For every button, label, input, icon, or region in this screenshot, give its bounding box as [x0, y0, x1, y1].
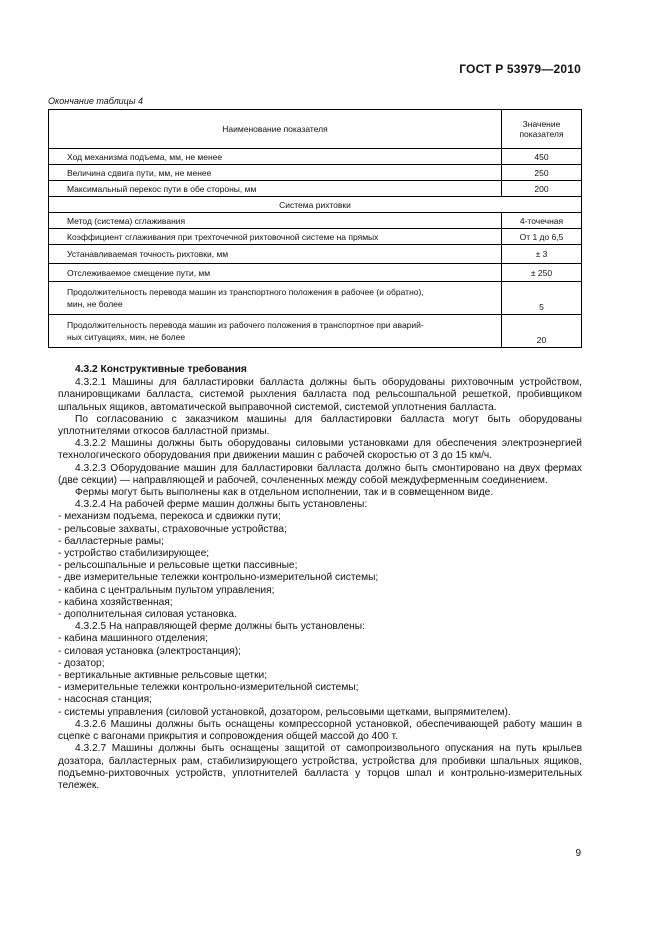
standard-header: ГОСТ Р 53979—2010	[459, 62, 581, 76]
table-section-row	[49, 197, 582, 213]
list-item: - кабина хозяйственная;	[58, 596, 173, 608]
table-row	[49, 213, 582, 229]
row-name: Максимальный перекос пути в обе стороны, мм	[49, 181, 502, 197]
row-value: От 1 до 6,5	[502, 229, 582, 245]
row-value: 20	[502, 315, 582, 348]
list-item: - кабина машинного отделения;	[58, 633, 208, 645]
table-row	[49, 165, 582, 181]
row-name	[49, 282, 502, 315]
table-row	[49, 282, 582, 315]
parameters-table	[48, 109, 582, 348]
row-name: Коэффициент сглаживания при трехточечной рихтовочной системе на прямых	[49, 229, 502, 245]
row-value: 200	[502, 181, 582, 197]
col-header-value-line1: Значение	[522, 119, 561, 129]
list-item: - измерительные тележки контрольно-измерительной системы;	[58, 682, 359, 694]
table-header-row	[49, 110, 582, 149]
section-heading: 4.3.2 Конструктивные требования	[75, 364, 247, 375]
list-item: - кабина с центральным пультом управления;	[58, 584, 275, 596]
list-item: - системы управления (силовой установкой, дозатором, рельсовыми щетками, выпрямителем).	[58, 706, 511, 718]
row-value: ± 3	[502, 245, 582, 264]
list-item: - две измерительные тележки контрольно-измерительной системы;	[58, 572, 379, 584]
paragraph: 4.3.2.2 Машины должны быть оборудованы силовыми установками для обеспечения электроэнергией технологического оборудования при движении машин с рабочей скоростью от 3 до 15 км/ч.	[58, 438, 582, 462]
row-name: Ход механизма подъема, мм, не менее	[49, 149, 502, 165]
paragraph: 4.3.2.1 Машины для балластировки балласта должны быть оборудованы рихтовочным устройством, планировщиками балласта, системой рыхления балласта под рельсошпальной решеткой, пробивщиком шпальных ящиков, автоматической выправочной системой, системой уплотнения балласта.	[58, 377, 582, 413]
row-value: 450	[502, 149, 582, 165]
row-name-line2: ных ситуациях, мин, не более	[67, 332, 186, 342]
row-value: 4-точечная	[502, 213, 582, 229]
col-header-name: Наименование показателя	[49, 110, 502, 149]
table-row	[49, 181, 582, 197]
col-header-value-line2: показателя	[519, 129, 564, 139]
row-value: ± 250	[502, 264, 582, 282]
paragraph: По согласованию с заказчиком машины для балластировки балласта могут быть оборудованы уплотнителями откосов балластной призмы.	[58, 413, 582, 438]
row-name-line1: Продолжительность перевода машин из рабочего положения в транспортное при аварий-	[67, 320, 424, 330]
list-item: - силовая установка (электростанция);	[58, 645, 241, 657]
list-item: - рельсошпальные и рельсовые щетки пассивные;	[58, 560, 298, 572]
table-row	[49, 315, 582, 348]
row-name-line2: мин, не более	[67, 299, 123, 309]
table-caption: Окончание таблицы 4	[48, 96, 143, 106]
list-item: - механизм подъема, перекоса и сдвижки пути;	[58, 511, 281, 523]
list-item: - вертикальные активные рельсовые щетки;	[58, 670, 268, 682]
page-number: 9	[575, 848, 581, 859]
section-title: Система рихтовки	[49, 197, 582, 213]
paragraph: 4.3.2.5 На направляющей ферме должны быть установлены:	[75, 621, 365, 633]
row-name: Отслеживаемое смещение пути, мм	[49, 264, 502, 282]
row-name	[49, 315, 502, 348]
document-body	[58, 364, 582, 792]
col-header-value	[502, 110, 582, 149]
paragraph: 4.3.2.3 Оборудование машин для балластировки балласта должно быть смонтировано на двух фермах (две секции) — направляющей и рабочей, сочлененных между собой междуферменным соединением.	[58, 462, 582, 486]
paragraph: 4.3.2.7 Машины должны быть оснащены защитой от самопроизвольного опускания на путь крыльев дозатора, балластерных рам, стабилизирующего устройства, устройства для пробивки шпальных ящиков, подъемно-рихтовочных устройств, уплотнителей балласта у торцов шпал и контрольно-измерительных тележек.	[58, 743, 582, 791]
list-item: - рельсовые захваты, страховочные устройства;	[58, 523, 287, 535]
row-name: Устанавливаемая точность рихтовки, мм	[49, 245, 502, 264]
table-row	[49, 245, 582, 264]
table-row	[49, 229, 582, 245]
list-item: - балластерные рамы;	[58, 535, 164, 547]
row-name: Метод (система) сглаживания	[49, 213, 502, 229]
table-row	[49, 264, 582, 282]
paragraph: Фермы могут быть выполнены как в отдельном исполнении, так и в совмещенном виде.	[75, 487, 494, 499]
row-name-line1: Продолжительность перевода машин из транспортного положения в рабочее (и обратно),	[67, 287, 424, 297]
paragraph: 4.3.2.4 На рабочей ферме машин должны быть установлены:	[75, 499, 368, 511]
list-item: - дозатор;	[58, 657, 105, 669]
paragraph: 4.3.2.6 Машины должны быть оснащены компрессорной установкой, обеспечивающей работу машин в сцепке с вагонами прикрытия и сопровождения общей массой до 400 т.	[58, 718, 582, 743]
list-item: - дополнительная силовая установка.	[58, 609, 237, 621]
row-value: 5	[502, 282, 582, 315]
list-item: - устройство стабилизирующее;	[58, 548, 210, 560]
list-item: - насосная станция;	[58, 694, 152, 706]
table-row	[49, 149, 582, 165]
row-name: Величина сдвига пути, мм, не менее	[49, 165, 502, 181]
row-value: 250	[502, 165, 582, 181]
